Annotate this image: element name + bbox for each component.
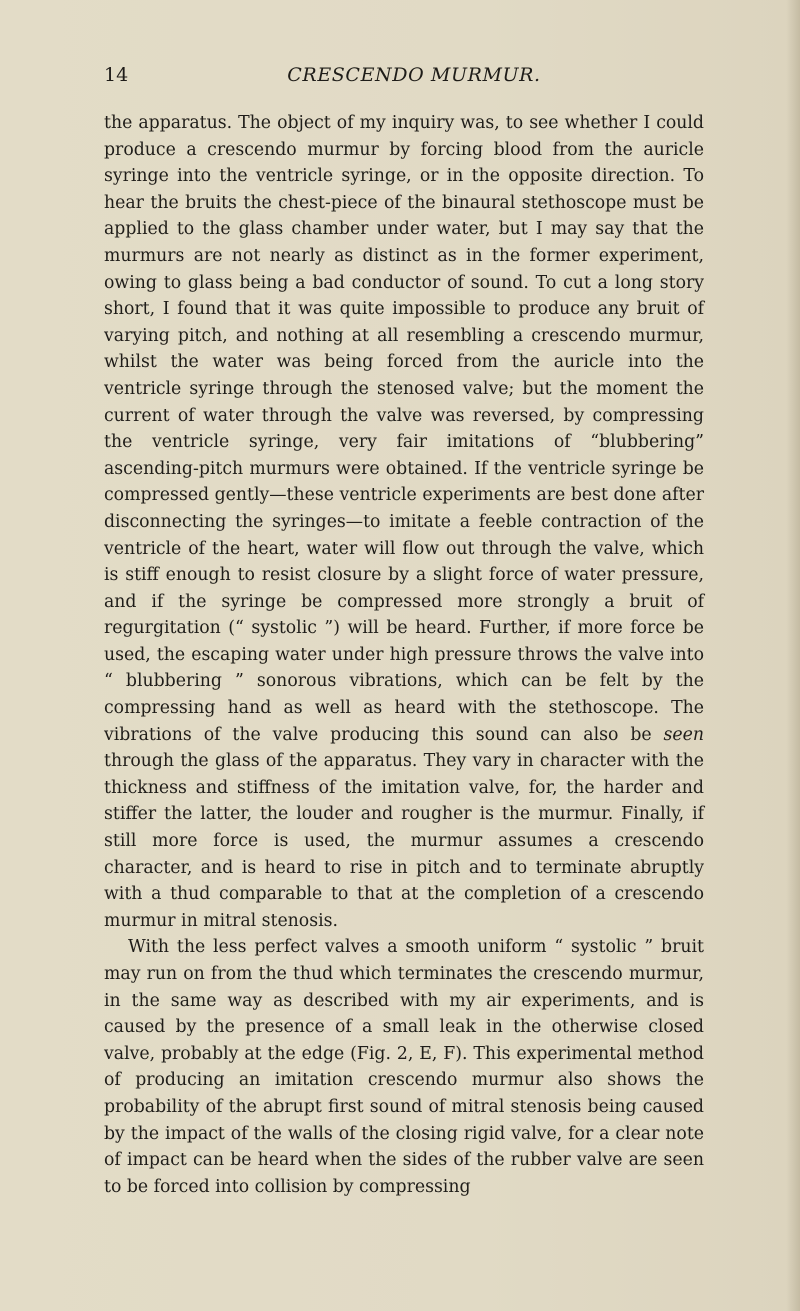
- paragraph-1: [104, 110, 704, 934]
- paragraph-1-text: the apparatus. The object of my inquiry was, to see whether I could produce a crescendo murmur by forcing blood from the auricle syringe into the ventricle syringe, or in the opposite direction. To hear the bruits the chest-piece of the binaural stethoscope must be applied to the glass chamber under water, but I may say that the murmurs are not nearly as distinct as in the former experiment, owing to glass being a bad conductor of sound. To cut a long story short, I found that it was quite impossible to produce any bruit of varying pitch, and nothing at all resembling a crescendo murmur, whilst the water was being forced from the auricle into the ventricle syringe through the stenosed valve; but the moment the current of water through the valve was reversed, by compressing the ventricle syringe, very fair imitations of “blubbering” ascending-pitch murmurs were obtained. If the ventricle syringe be compressed gently—these ventricle experiments are best done after disconnecting the syringes—to imitate a feeble contraction of the ventricle of the heart, water will flow out through the valve, which is stiff enough to resist closure by a slight force of water pressure, and if the syringe be compressed more strongly a bruit of regurgitation (“ systolic ”) will be heard. Further, if more force be used, the escaping water under high pressure throws the valve into “ blubbering ” sonorous vibrations, which can be felt by the compressing hand as well as heard with the stethoscope. The vibrations of the valve producing this sound can also be: [104, 113, 704, 745]
- paragraph-1-continuation: through the glass of the apparatus. They vary in character with the thickness and stiffness of the imitation valve, for, the harder and stiffer the latter, the louder and rougher is the murmur. Finally, if still more force is used, the murmur assumes a crescendo character, and is heard to rise in pitch and to terminate abruptly with a thud comparable to that at the completion of a crescendo murmur in mitral stenosis.: [104, 751, 704, 931]
- body-text: [104, 110, 704, 1200]
- page-number: 14: [104, 64, 129, 86]
- page-edge-shadow: [786, 0, 800, 1311]
- italic-emphasis-seen: seen: [663, 724, 704, 745]
- page-header: [104, 64, 704, 94]
- paragraph-2: With the less perfect valves a smooth uniform “ systolic ” bruit may run on from the thud which terminates the crescendo murmur, in the same way as described with my air experiments, and is caused by the presence of a small leak in the otherwise closed valve, probably at the edge (Fig. 2, E, F). This experimental method of producing an imitation crescendo murmur also shows the probability of the abrupt first sound of mitral stenosis being caused by the impact of the walls of the closing rigid valve, for a clear note of impact can be heard when the sides of the rubber valve are seen to be forced into collision by compressing: [104, 937, 704, 1197]
- running-title: CRESCENDO MURMUR.: [287, 64, 541, 86]
